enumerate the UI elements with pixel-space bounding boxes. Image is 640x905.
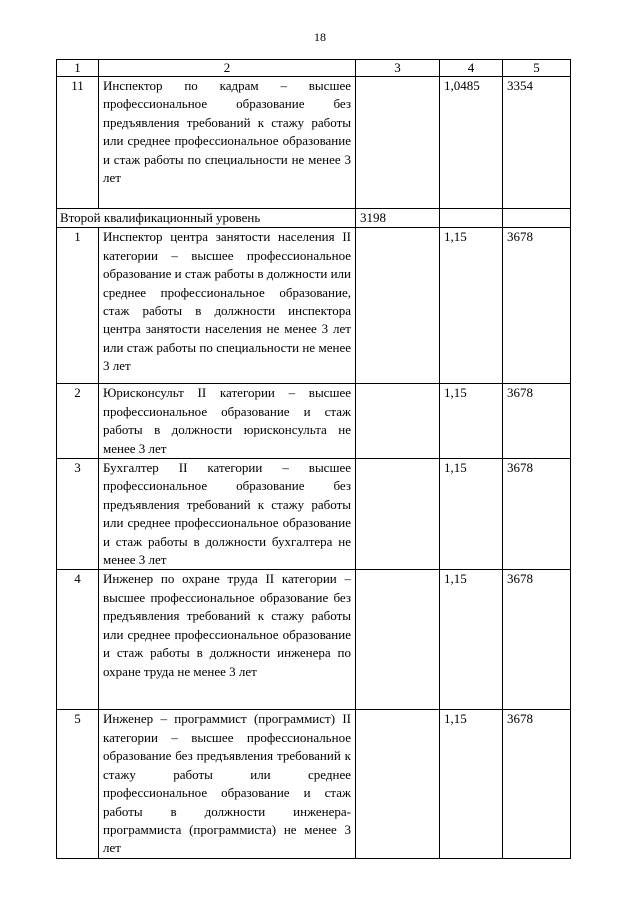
empty-cell [503, 209, 571, 228]
position-description: Инженер – программист (программист) II категории – высшее профессиональное образование без предъявления требований к стажу работы или среднее профессиональное образование и стаж работы в должности инженера-программиста (программиста) не менее 3 лет [99, 710, 356, 858]
coefficient-cell: 1,15 [440, 710, 503, 858]
row-number: 3 [57, 459, 99, 570]
row-number: 5 [57, 710, 99, 858]
level-row [57, 209, 571, 228]
table-row [57, 384, 571, 459]
header-cell: 1 [57, 60, 99, 77]
coefficient-cell: 1,15 [440, 570, 503, 710]
coefficient-cell: 1,0485 [440, 77, 503, 209]
row-number: 4 [57, 570, 99, 710]
header-row [57, 60, 571, 77]
salary-cell: 3678 [503, 459, 571, 570]
level-salary-cell [356, 459, 440, 570]
level-value: 3198 [356, 209, 440, 228]
position-description: Инженер по охране труда II категории – высшее профессиональное образование без предъявления требований к стажу работы или среднее профессиональное образование и стаж работы в должности инженера по охране труда не менее 3 лет [99, 570, 356, 710]
level-salary-cell [356, 570, 440, 710]
row-number: 11 [57, 77, 99, 209]
salary-cell: 3678 [503, 228, 571, 384]
salary-cell: 3354 [503, 77, 571, 209]
row-number: 1 [57, 228, 99, 384]
row-number: 2 [57, 384, 99, 459]
salary-cell: 3678 [503, 710, 571, 858]
header-cell: 4 [440, 60, 503, 77]
coefficient-cell: 1,15 [440, 384, 503, 459]
qualification-table [56, 59, 571, 859]
header-cell: 2 [99, 60, 356, 77]
table-row [57, 710, 571, 858]
position-description: Инспектор центра занятости населения II категории – высшее профессиональное образование и стаж работы в должности или среднее профессиональное образование, стаж работы в должности инспектора центра занятости населения не менее 3 лет или стаж работы по специальности не менее 3 лет [99, 228, 356, 384]
table-row [57, 228, 571, 384]
level-label: Второй квалификационный уровень [57, 209, 356, 228]
coefficient-cell: 1,15 [440, 228, 503, 384]
empty-cell [440, 209, 503, 228]
level-salary-cell [356, 228, 440, 384]
position-description: Юрисконсульт II категории – высшее профессиональное образование и стаж работы в должности юрисконсульта не менее 3 лет [99, 384, 356, 459]
table-row [57, 570, 571, 710]
header-cell: 3 [356, 60, 440, 77]
coefficient-cell: 1,15 [440, 459, 503, 570]
salary-cell: 3678 [503, 384, 571, 459]
header-cell: 5 [503, 60, 571, 77]
position-description: Бухгалтер II категории – высшее профессиональное образование без предъявления требований к стажу работы или среднее профессиональное образование и стаж работы в должности бухгалтера не менее 3 лет [99, 459, 356, 570]
level-salary-cell [356, 384, 440, 459]
page-number: 18 [314, 30, 326, 44]
level-salary-cell [356, 710, 440, 858]
table-row [57, 459, 571, 570]
salary-cell: 3678 [503, 570, 571, 710]
position-description: Инспектор по кадрам – высшее профессиональное образование без предъявления требований к стажу работы или среднее профессиональное образование и стаж работы по специальности не менее 3 лет [99, 77, 356, 209]
table-row [57, 77, 571, 209]
level-salary-cell [356, 77, 440, 209]
